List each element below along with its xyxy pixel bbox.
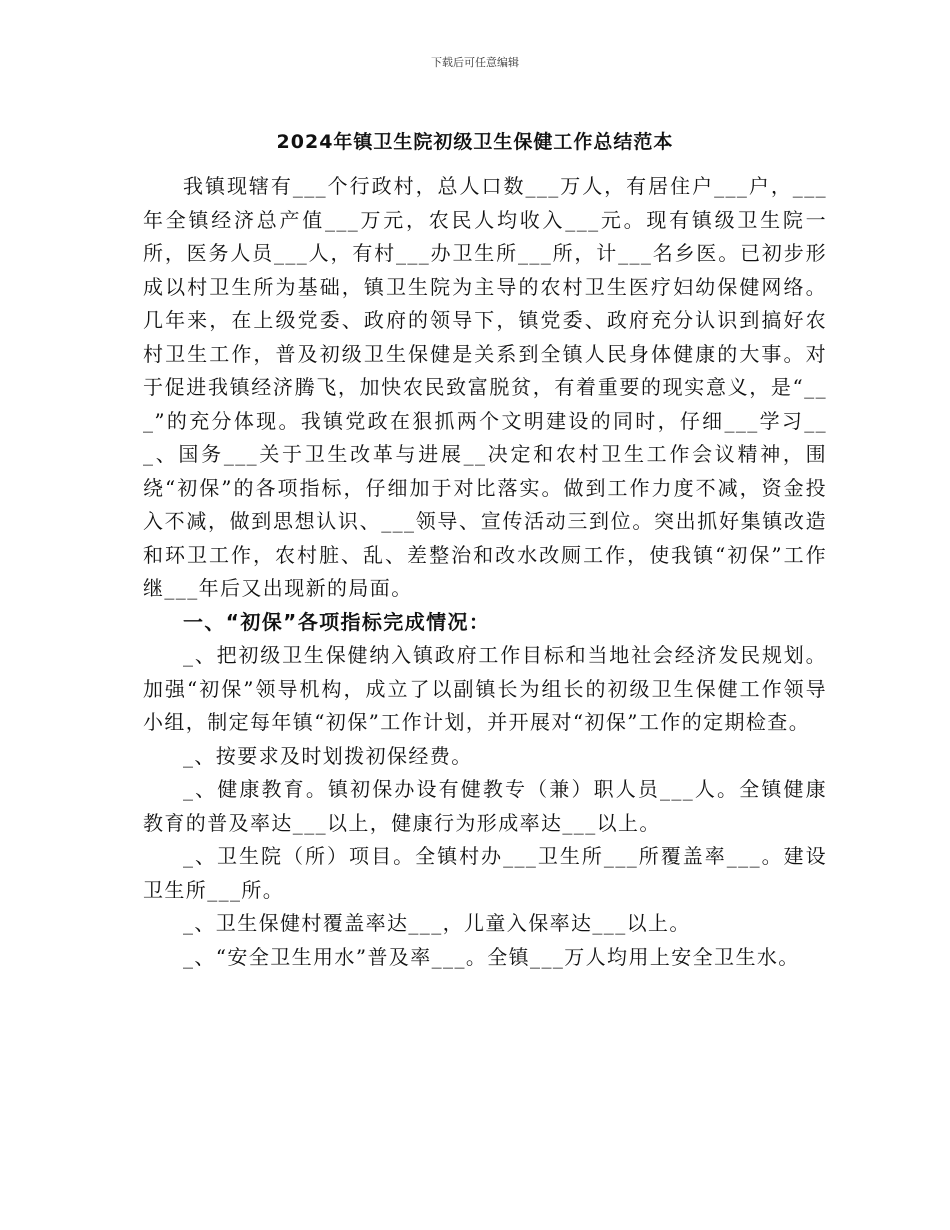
list-item: _、把初级卫生保健纳入镇政府工作目标和当地社会经济发民规划。加强“初保”领导机构，成立了以副镇长为组长的初级卫生保健工作领导小组，制定每年镇“初保”工作计划，并开展对“初保”工作的定期检查。 (143, 643, 827, 734)
section-heading: 一、“初保”各项指标完成情况： (183, 609, 491, 634)
list-item: _、“安全卫生用水”普及率___。全镇___万人均用上安全卫生水。 (183, 944, 800, 969)
header-note: 下载后可任意编辑 (431, 56, 519, 69)
list-item: _、卫生院（所）项目。全镇村办___卫生所___所覆盖率___。建设卫生所___所。 (143, 844, 827, 902)
list-item: _、卫生保健村覆盖率达___，儿童入保率达___以上。 (183, 911, 691, 935)
document-title: 2024年镇卫生院初级卫生保健工作总结范本 (276, 131, 674, 153)
list-item: _、健康教育。镇初保办设有健教专（兼）职人员___人。全镇健康教育的普及率达___以上，健康行为形成率达___以上。 (143, 777, 827, 835)
intro-paragraph: 我镇现辖有___个行政村，总人口数___万人，有居住户___户，___年全镇经济总产值___万元，农民人均收入___元。现有镇级卫生院一所，医务人员___人，有村___办卫生所___所，计___名乡医。已初步形成以村卫生所为基础，镇卫生院为主导的农村卫生医疗妇幼保健网络。几年来，在上级党委、政府的领导下，镇党委、政府充分认识到搞好农村卫生工作，普及初级卫生保健是关系到全镇人民身体健康的大事。对于促进我镇经济腾飞，加快农民致富脱贫，有着重要的现实意义，是“___”的充分体现。我镇党政在狠抓两个文明建设的同时，仔细___学习___、国务___关于卫生改革与进展__决定和农村卫生工作会议精神，围绕“初保”的各项指标，仔细加于对比落实。做到工作力度不减，资金投入不减，做到思想认识、___领导、宣传活动三到位。突出抓好集镇改造和环卫工作，农村脏、乱、差整治和改水改厕工作，使我镇“初保”工作继___年后又出现新的局面。 (143, 174, 827, 600)
document-body (143, 170, 827, 974)
list-item: _、按要求及时划拨初保经费。 (183, 743, 473, 768)
